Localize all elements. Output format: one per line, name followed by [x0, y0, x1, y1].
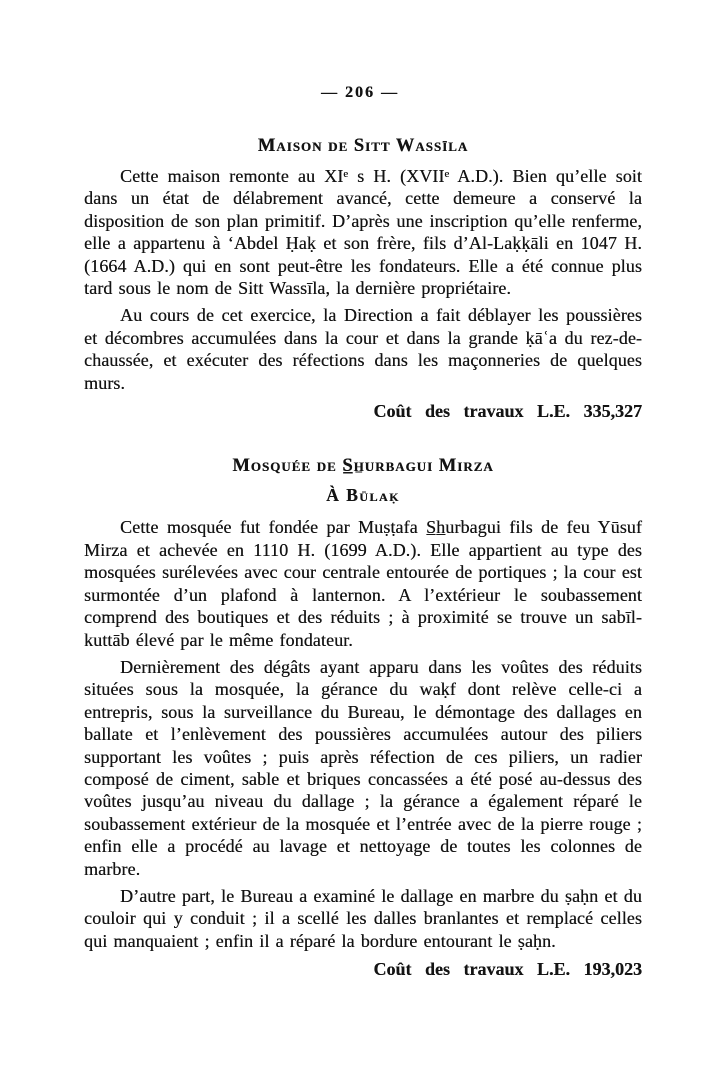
cost-line: [84, 400, 642, 422]
cost-currency: L.E.: [536, 401, 570, 422]
cost-amount: 335,327: [583, 401, 642, 422]
paragraph: D’autre part, le Bureau a examiné le dallage en marbre du ṣaḥn et du couloir qui y conduit ; il a scellé les dalles branlantes et remplacé celles qui manquaient ; enfin il a réparé la bordure entourant le ṣaḥn.: [84, 885, 642, 951]
section-maison-sitt-wassila: [84, 136, 642, 422]
paragraph: Au cours de cet exercice, la Direction a fait déblayer les poussières et décombres accumulées dans la cour et dans la grande ḳāʿa du rez-de-chaussée, et exécuter des réfections dans les maçonneries de quelques murs.: [84, 305, 642, 393]
section-subheading: À Būlaḳ: [326, 485, 400, 506]
cost-label: Coût des travaux: [373, 959, 524, 980]
paragraph: Cette maison remonte au XIᵉ s H. (XVIIᵉ A.D.). Bien qu’elle soit dans un état de délabrement avancé, cette demeure a conservé la disposition de son plan primitif. D’après une inscription qu’elle renferme, elle a appartenu à ‘Abdel Ḥaḳ et son frère, fils d’Al-Laḳḳāli en 1047 H. (1664 A.D.) qui en sont peut-être les fondateurs. Elle a été connue plus tard sous le nom de Sitt Wassīla, la dernière propriétaire.: [84, 166, 642, 299]
section-heading: Maison de Sitt Wassīla: [257, 136, 469, 156]
section-mosquee-shurbagui-mirza: [84, 456, 642, 980]
cost-currency: L.E.: [536, 959, 570, 980]
cost-label: Coût des travaux: [373, 401, 524, 422]
cost-amount: 193,023: [583, 959, 642, 980]
page-content: [84, 136, 642, 981]
paragraph: Dernièrement des dégâts ayant apparu dans les voûtes des réduits situées sous la mosquée, la gérance du waḳf dont relève celle-ci a entrepris, sous la surveillance du Bureau, le démontage des dallages en ballate et l’enlèvement des poussières accumulées autour des piliers supportant les voûtes ; puis après réfection de ces piliers, un radier composé de ciment, sable et briques concassées a été posé au-dessus des voûtes jusqu’au niveau du dallage ; la gérance a également réparé le soubassement extérieur de la mosquée et l’entrée avec de la pierre rouge ; enfin elle a procédé au lavage et nettoyage de toutes les colonnes de marbre.: [84, 656, 642, 879]
section-heading: Mosquée de S̲h̲urbagui Mirza: [232, 456, 494, 477]
paragraph: Cette mosquée fut fondée par Muṣṭafa S̲h̲urbagui fils de feu Yūsuf Mirza et achevée en 1110 H. (1699 A.D.). Elle appartient au type des mosquées surélevées avec cour centrale entourée de portiques ; la cour est surmontée d’un plafond à lanternon. A l’extérieur le soubassement comprend des boutiques et des réduits ; à proximité se trouve un sabīl-kuttāb élevé par le même fondateur.: [84, 517, 642, 650]
cost-line: [84, 958, 642, 980]
page-number: — 206 —: [321, 84, 399, 101]
